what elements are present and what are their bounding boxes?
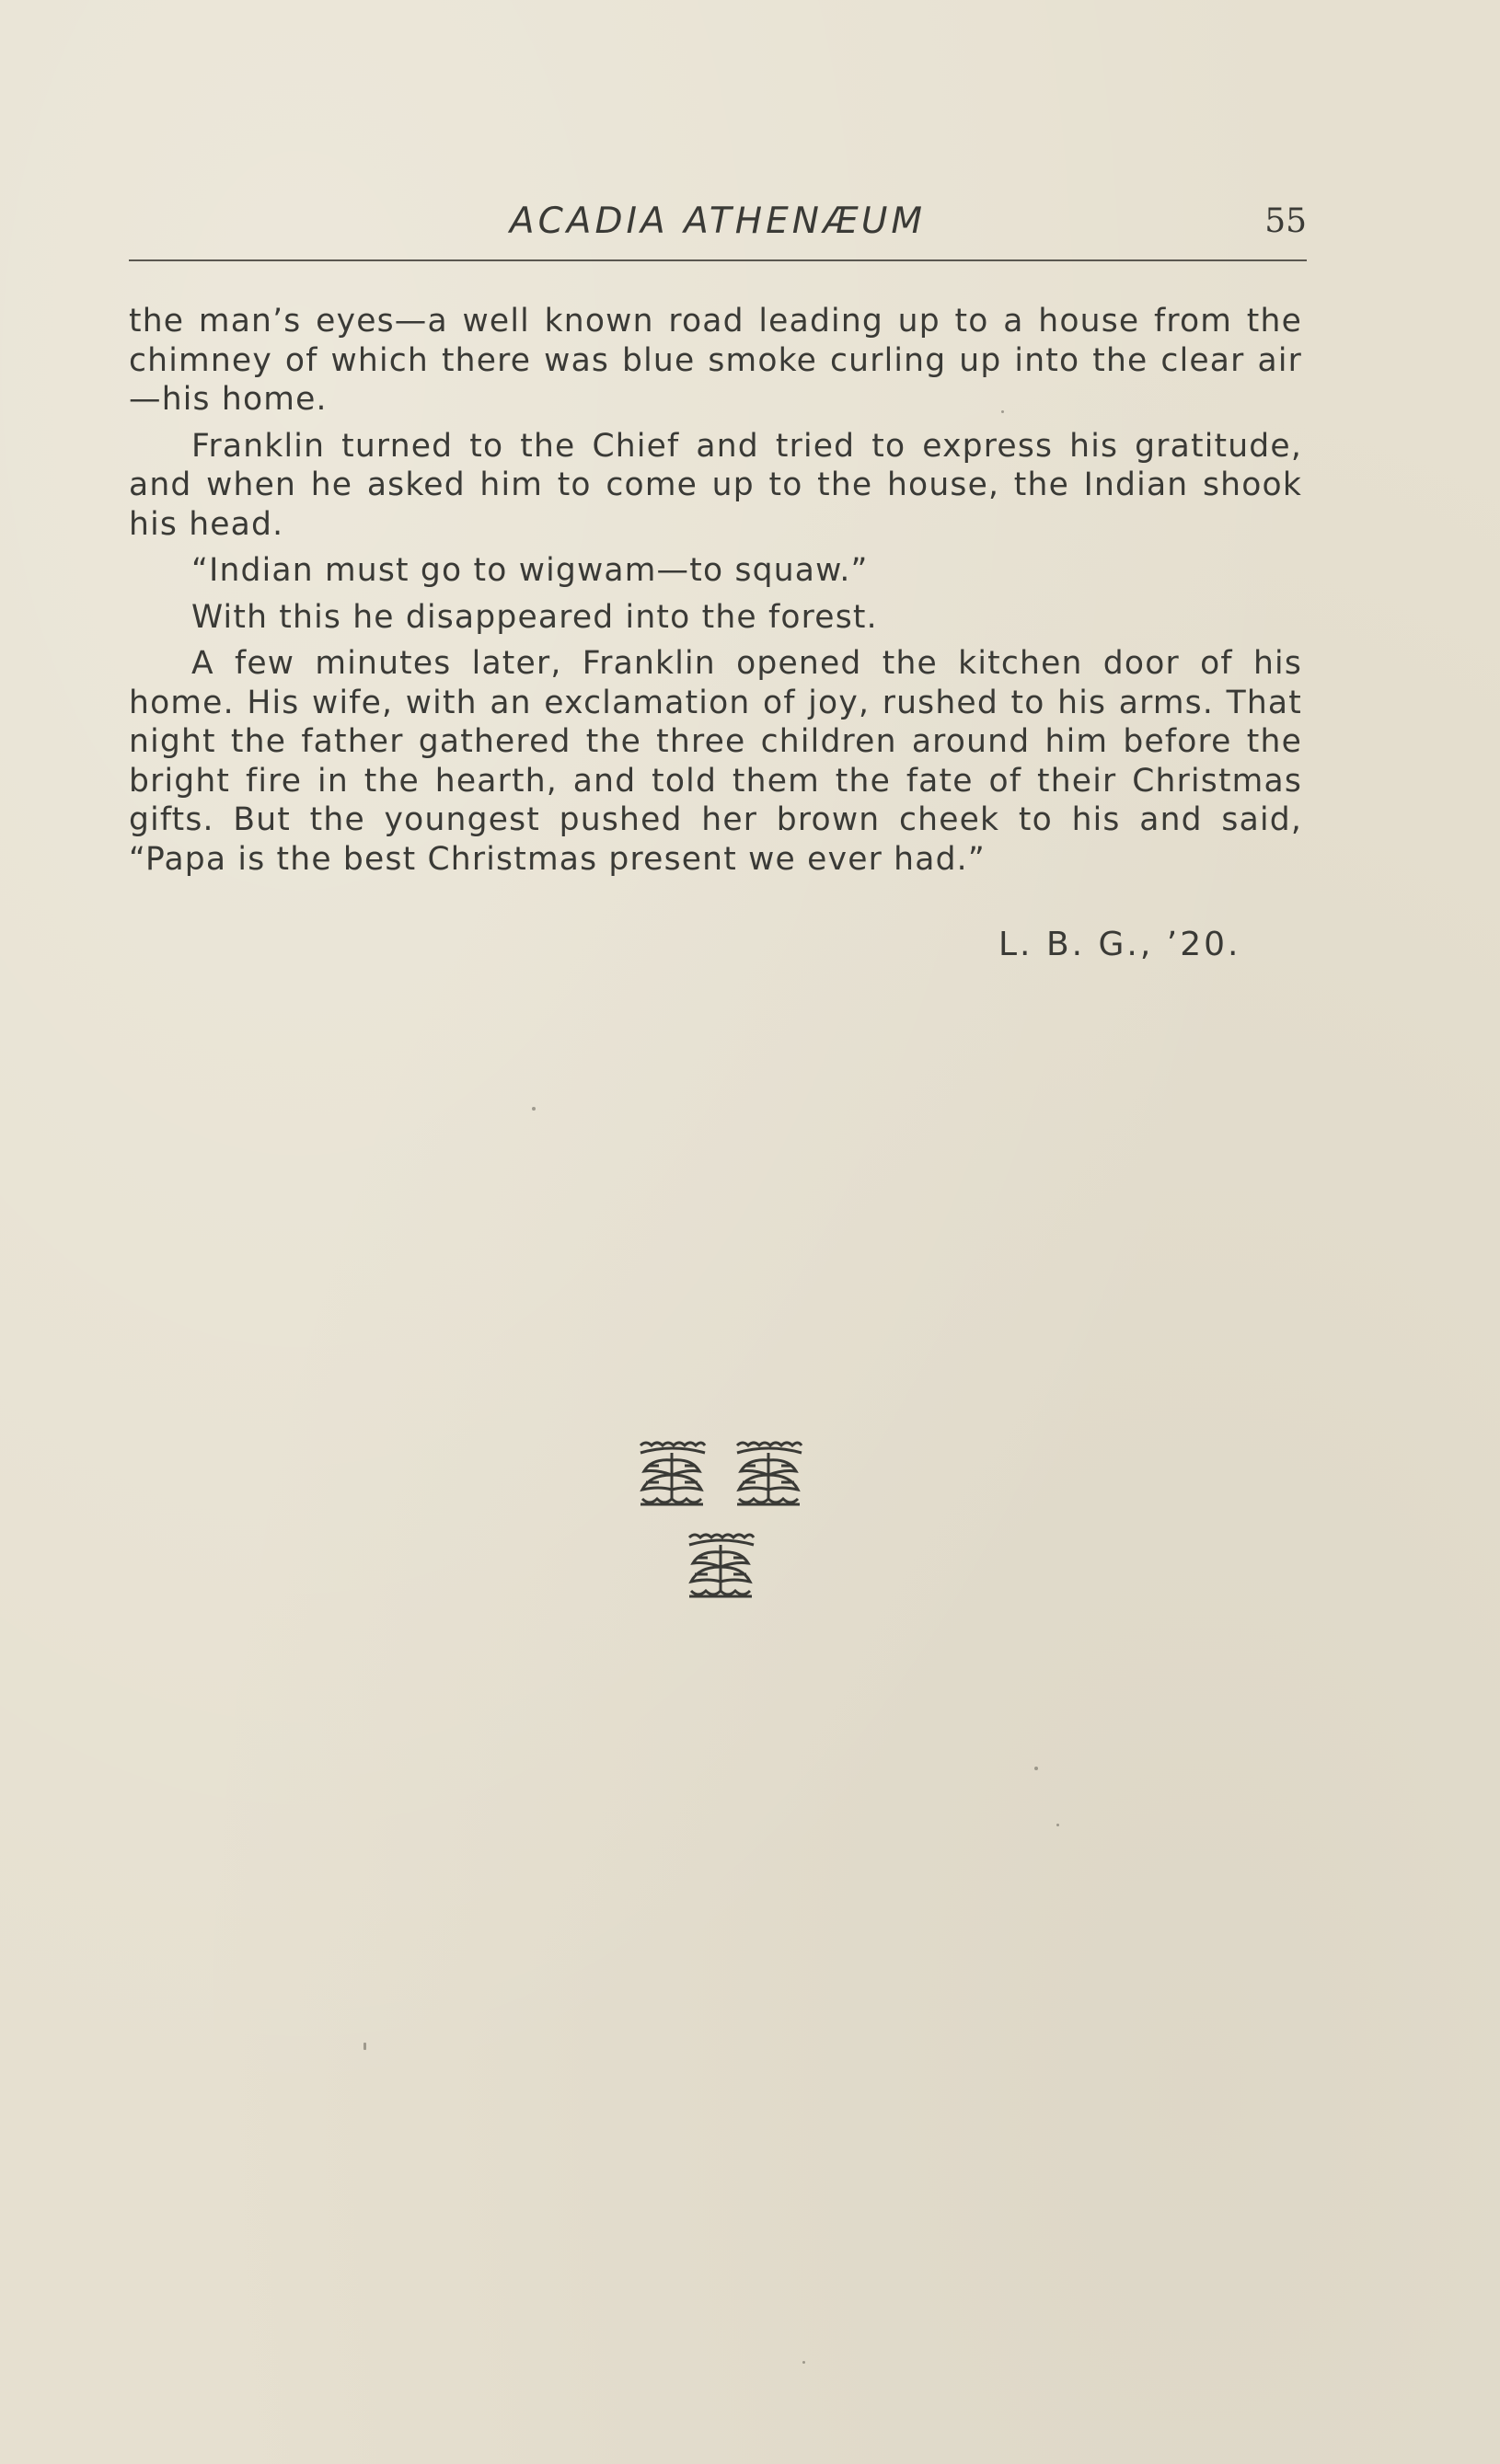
paragraph-3: “Indian must go to wigwam—to squaw.” <box>191 552 869 589</box>
author-signature: L. B. G., ’20. <box>998 926 1241 963</box>
paper-speck <box>1034 1767 1038 1770</box>
paragraph-1: the man’s eyes—a well known road leading up to a house from the chimney of which there was blue smoke curling up into the clear air—his home. <box>129 303 1302 418</box>
page-number: 55 <box>1264 202 1307 240</box>
leaf-fleuron-icon <box>635 1438 709 1510</box>
leaf-fleuron-icon <box>732 1438 805 1510</box>
paper-speck <box>802 2361 805 2364</box>
header-rule <box>129 259 1307 261</box>
paragraph-2: Franklin turned to the Chief and tried to express his gratitude, and when he asked him to come up to the house, the Indian shook his head. <box>129 427 1302 543</box>
paper-speck <box>363 2043 366 2050</box>
story-text <box>129 302 1302 886</box>
paragraph-4: With this he disappeared into the forest. <box>191 598 878 636</box>
running-head <box>129 201 1307 256</box>
paper-speck <box>1056 1824 1059 1826</box>
leaf-fleuron-icon <box>684 1530 757 1602</box>
paragraph-5: A few minutes later, Franklin opened the kitchen door of his home. His wife, with an exclamation of joy, rushed to his arms. That night the father gathered the three children around him before the bright fire in the hearth, and told them the fate of their Christmas gifts. But the youngest pushed her brown cheek to his and said, “Papa is the best Christmas present we ever had.” <box>129 645 1302 878</box>
paper-speck <box>1001 410 1004 413</box>
paper-speck <box>532 1107 536 1111</box>
running-title: ACADIA ATHENÆUM <box>509 201 927 242</box>
